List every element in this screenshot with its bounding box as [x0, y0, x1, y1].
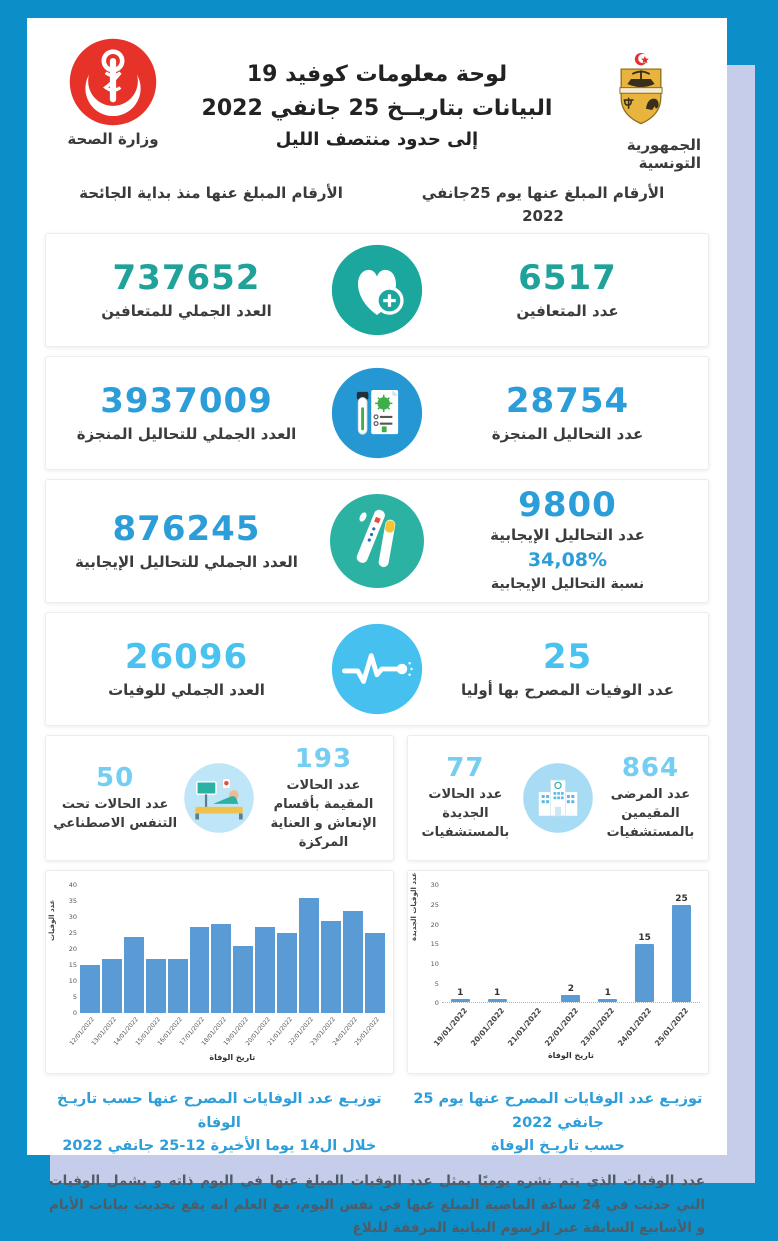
tests-daily-value: 28754	[505, 380, 630, 421]
deaths-total-label: العدد الجملي للوفيات	[108, 680, 265, 699]
republic-emblem-block	[581, 50, 701, 172]
hospitalized-card	[407, 735, 709, 861]
tests-total	[56, 381, 317, 446]
ventilator-value: 50	[96, 762, 135, 793]
title-line-2: البيانات بتاريــخ 25 جانفي 2022	[201, 96, 553, 122]
covid-dashboard-page	[27, 18, 727, 1237]
x-axis-title: تاريخ الوفاة	[209, 1053, 256, 1063]
plot-area: 1 1 2 1 15 25	[442, 885, 700, 1003]
footnote-text: عدد الوفيات الذي يتم نشره يوميًا يمثل عدد الوفيات المبلغ عنها في اليوم ذاته و يشمل الوفيات التي حدثت في 24 ساعة الماضية المبلغ عنها في نفس اليوم، مع العلم انه يقع تحديث بيانات الأيام و الأسابيع السابقة عبر الرسوم البيانية المرفقة للبلاغ	[49, 1172, 705, 1237]
header	[39, 32, 715, 172]
icu-label: عدد الحالات المقيمة بأقسام الإنعاش و العناية المركزة	[270, 778, 377, 850]
deaths-daily	[437, 637, 698, 702]
deaths-total	[56, 637, 317, 702]
deaths-daily-label: عدد الوفيات المصرح بها أوليا	[460, 680, 675, 699]
positive-daily	[437, 485, 698, 594]
y-axis-ticks: 0 5 10 15 20 25 30 35 40	[68, 881, 77, 1018]
positivity-rate-value: 34,08%	[527, 548, 608, 571]
rapid-test-icon	[327, 491, 427, 591]
title-line-1: لوحة معلومات كوفيد 19	[246, 62, 508, 87]
recovered-total-label: العدد الجملي للمتعافين	[101, 301, 272, 320]
new-admissions-label: عدد الحالات الجديدة بالمستشفيات	[421, 787, 510, 841]
positive-daily-label: عدد التحاليل الإيجابية	[490, 526, 645, 544]
tests-daily	[437, 381, 698, 446]
deaths-daily-value: 25	[542, 636, 593, 677]
positive-total	[56, 509, 317, 574]
deaths-14day-bar-chart	[45, 870, 394, 1074]
positive-total-value: 876245	[112, 508, 261, 549]
icu-card	[45, 735, 394, 861]
heart-plus-icon	[329, 242, 425, 338]
plot-area	[80, 885, 385, 1013]
deaths-total-value: 26096	[124, 636, 249, 677]
captions-row	[45, 1088, 709, 1158]
test-report-icon	[329, 365, 425, 461]
charts-row	[45, 870, 709, 1080]
stat-card-deaths	[45, 612, 709, 726]
hospitalized-stat	[599, 753, 702, 843]
recovered-total-value: 737652	[112, 257, 261, 298]
tests-total-value: 3937009	[100, 380, 273, 421]
column-headers	[45, 182, 709, 227]
x-axis-labels: 12/01/2022 13/01/2022 14/01/2022 15/01/2022 16/01/2022 17/01/2022 18/01/2022 19/01/2022 20/01/2022 21/01/2022 22/01/2022 23/01/2022 24/01/2022 25/01/2022	[68, 1016, 382, 1048]
ventilator-stat	[52, 763, 178, 834]
ministry-health-logo-icon	[67, 36, 159, 128]
x-axis-labels: 19/01/2022 20/01/2022 21/01/2022 22/01/2022 23/01/2022 24/01/2022 25/01/2022	[431, 1006, 691, 1049]
recovered-daily-value: 6517	[518, 257, 617, 298]
y-axis-title: عدد الوفيات	[48, 900, 56, 942]
stat-card-tests	[45, 356, 709, 470]
title-line-3: إلى حدود منتصف الليل	[275, 129, 479, 151]
republic-label: الجمهورية التونسية	[626, 136, 701, 172]
tests-total-label: العدد الجملي للتحاليل المنجزة	[76, 424, 297, 443]
recovered-daily	[437, 258, 698, 323]
hospitalized-label: عدد المرضى المقيمين بالمستشفيات	[606, 787, 695, 841]
icu-stat	[260, 744, 386, 852]
positivity-rate-label: نسبة التحاليل الإيجابية	[490, 575, 645, 592]
ministry-label: وزارة الصحة	[67, 130, 159, 148]
page-title	[173, 58, 581, 155]
icu-patient-icon	[182, 761, 256, 835]
recovered-daily-label: عدد المتعافين	[516, 301, 619, 320]
pulse-icon	[329, 621, 425, 717]
ministry-logo-block	[53, 36, 173, 148]
x-axis-title: تاريخ الوفاة	[547, 1051, 594, 1061]
icu-value: 193	[294, 744, 353, 775]
stat-card-recovered	[45, 233, 709, 347]
cumulative-column-header: الأرقام المبلغ عنها منذ بداية الجائحة	[79, 184, 343, 202]
tunisia-emblem-icon	[610, 50, 672, 134]
hospitalized-value: 864	[621, 753, 680, 784]
hospital-icon	[521, 761, 595, 835]
tests-daily-label: عدد التحاليل المنجزة	[491, 424, 644, 443]
positive-daily-value: 9800	[518, 485, 617, 525]
page-shadow-right	[727, 65, 755, 1183]
deaths-reported-today-bar-chart	[407, 870, 709, 1074]
y-axis-title: عدد الوفيات الجديدة	[409, 872, 418, 942]
positive-total-label: العدد الجملي للتحاليل الإيجابية	[75, 552, 298, 571]
recovered-total	[56, 258, 317, 323]
daily-column-header: الأرقام المبلغ عنها يوم 25جانفي 2022	[421, 184, 665, 225]
new-admissions-value: 77	[446, 753, 485, 784]
new-admissions-stat	[414, 753, 517, 843]
y-axis-ticks: 0 5 10 15 20 25 30	[430, 881, 439, 1008]
stat-card-positive	[45, 479, 709, 603]
left-chart-caption: توزيـع عدد الوفايات المصرح عنها حسب تاريـخ الوفاة خلال ال14 يوما الأخيرة 12-25 جانفي 2022	[57, 1091, 382, 1154]
hospital-cards-row	[45, 735, 709, 870]
ventilator-label: عدد الحالات تحت التنفس الاصطناعي	[53, 796, 178, 831]
right-chart-caption: توزيـع عدد الوفايات المصرح عنها يوم 25 جانفي 2022 حسب تاريـخ الوفاة	[413, 1091, 703, 1154]
